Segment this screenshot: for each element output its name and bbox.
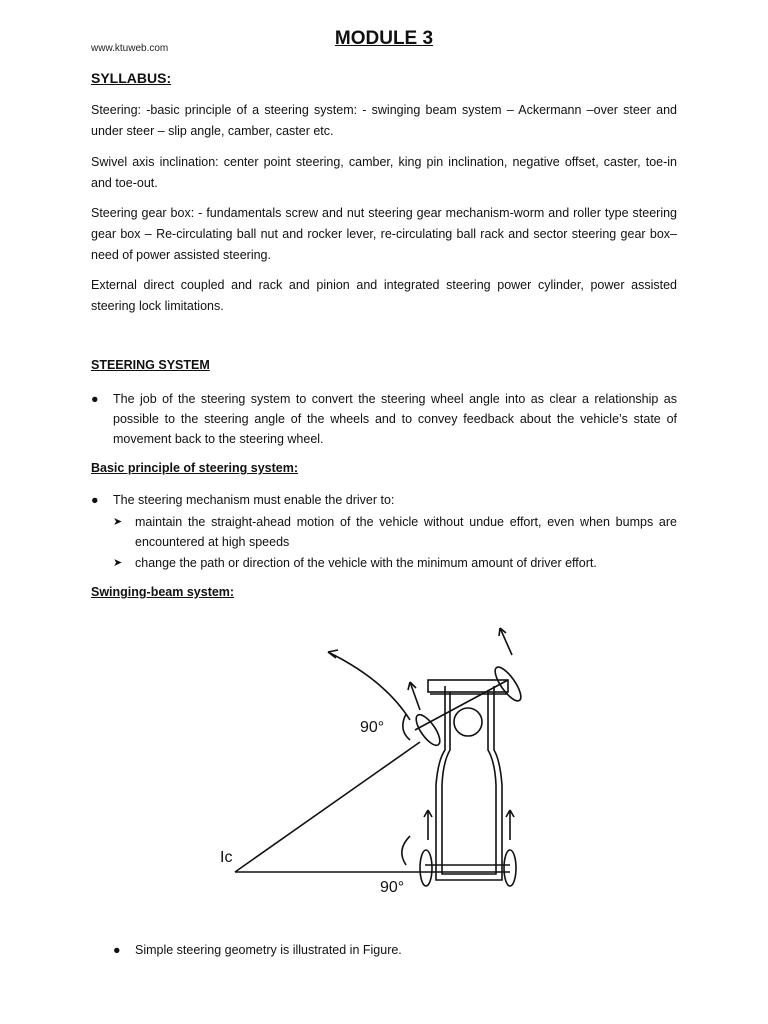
bullet-item <box>91 490 677 510</box>
syllabus-paragraph: Steering: -basic principle of a steering system: - swinging beam system – Ackermann –over steer and under steer – slip angle, camber, caster etc. <box>91 103 677 138</box>
syllabus-paragraph: Steering gear box: - fundamentals screw and nut steering gear mechanism-worm and roller type steering gear box – Re-circulating ball nut and rocker lever, re-circulating ball rack and sector steering gear box– need of power assisted steering. <box>91 206 677 262</box>
bullet-icon: ● <box>113 943 121 957</box>
steering-system-heading: STEERING SYSTEM <box>91 358 210 372</box>
sub-bullet-item <box>113 512 677 552</box>
rear-left-wheel <box>420 850 432 886</box>
instantaneous-center-label: Ic <box>220 849 233 866</box>
arrow-bullet-icon: ➤ <box>113 557 123 569</box>
center-line-upper <box>235 742 420 872</box>
syllabus-paragraph: External direct coupled and rack and pinion and integrated steering power cylinder, power assisted steering lock limitations. <box>91 278 677 313</box>
swivel-pivot <box>454 708 482 736</box>
swinging-beam-heading: Swinging-beam system: <box>91 585 235 599</box>
sub-bullet-item <box>113 553 677 573</box>
angle-label-top: 90° <box>360 719 385 736</box>
bullet-text: Simple steering geometry is illustrated in Figure. <box>135 943 402 957</box>
syllabus-paragraph: Swivel axis inclination: center point steering, camber, king pin inclination, negative offset, caster, toe-in and toe-out. <box>91 155 677 190</box>
bullet-icon: ● <box>91 493 99 507</box>
arrow-bullet-icon: ➤ <box>113 516 123 528</box>
angle-label-bottom: 90° <box>380 879 405 896</box>
bullet-text: The job of the steering system to convert the steering wheel angle into as clear a relationship as possible to the steering angle of the wheels and to convey feedback about the vehicle’s state of movement back to the steering wheel. <box>113 392 677 446</box>
syllabus-heading: SYLLABUS: <box>91 70 172 86</box>
site-url: www.ktuweb.com <box>91 43 169 54</box>
bullet-item <box>113 940 673 960</box>
bullet-icon: ● <box>91 392 99 406</box>
rear-right-wheel <box>504 850 516 886</box>
swinging-beam-diagram <box>210 610 550 930</box>
basic-principle-heading: Basic principle of steering system: <box>91 461 299 475</box>
chassis-frame <box>436 686 502 880</box>
sub-bullet-text: change the path or direction of the vehicle with the minimum amount of driver effort. <box>135 556 597 570</box>
bullet-text: The steering mechanism must enable the driver to: <box>113 493 395 507</box>
sub-bullet-text: maintain the straight-ahead motion of the vehicle without undue effort, even when bumps are encountered at high speeds <box>135 515 677 549</box>
bullet-item <box>91 389 677 451</box>
angle-arc-bottom <box>402 836 410 865</box>
trajectory-arc <box>328 652 410 720</box>
page-title: MODULE 3 <box>334 28 434 49</box>
